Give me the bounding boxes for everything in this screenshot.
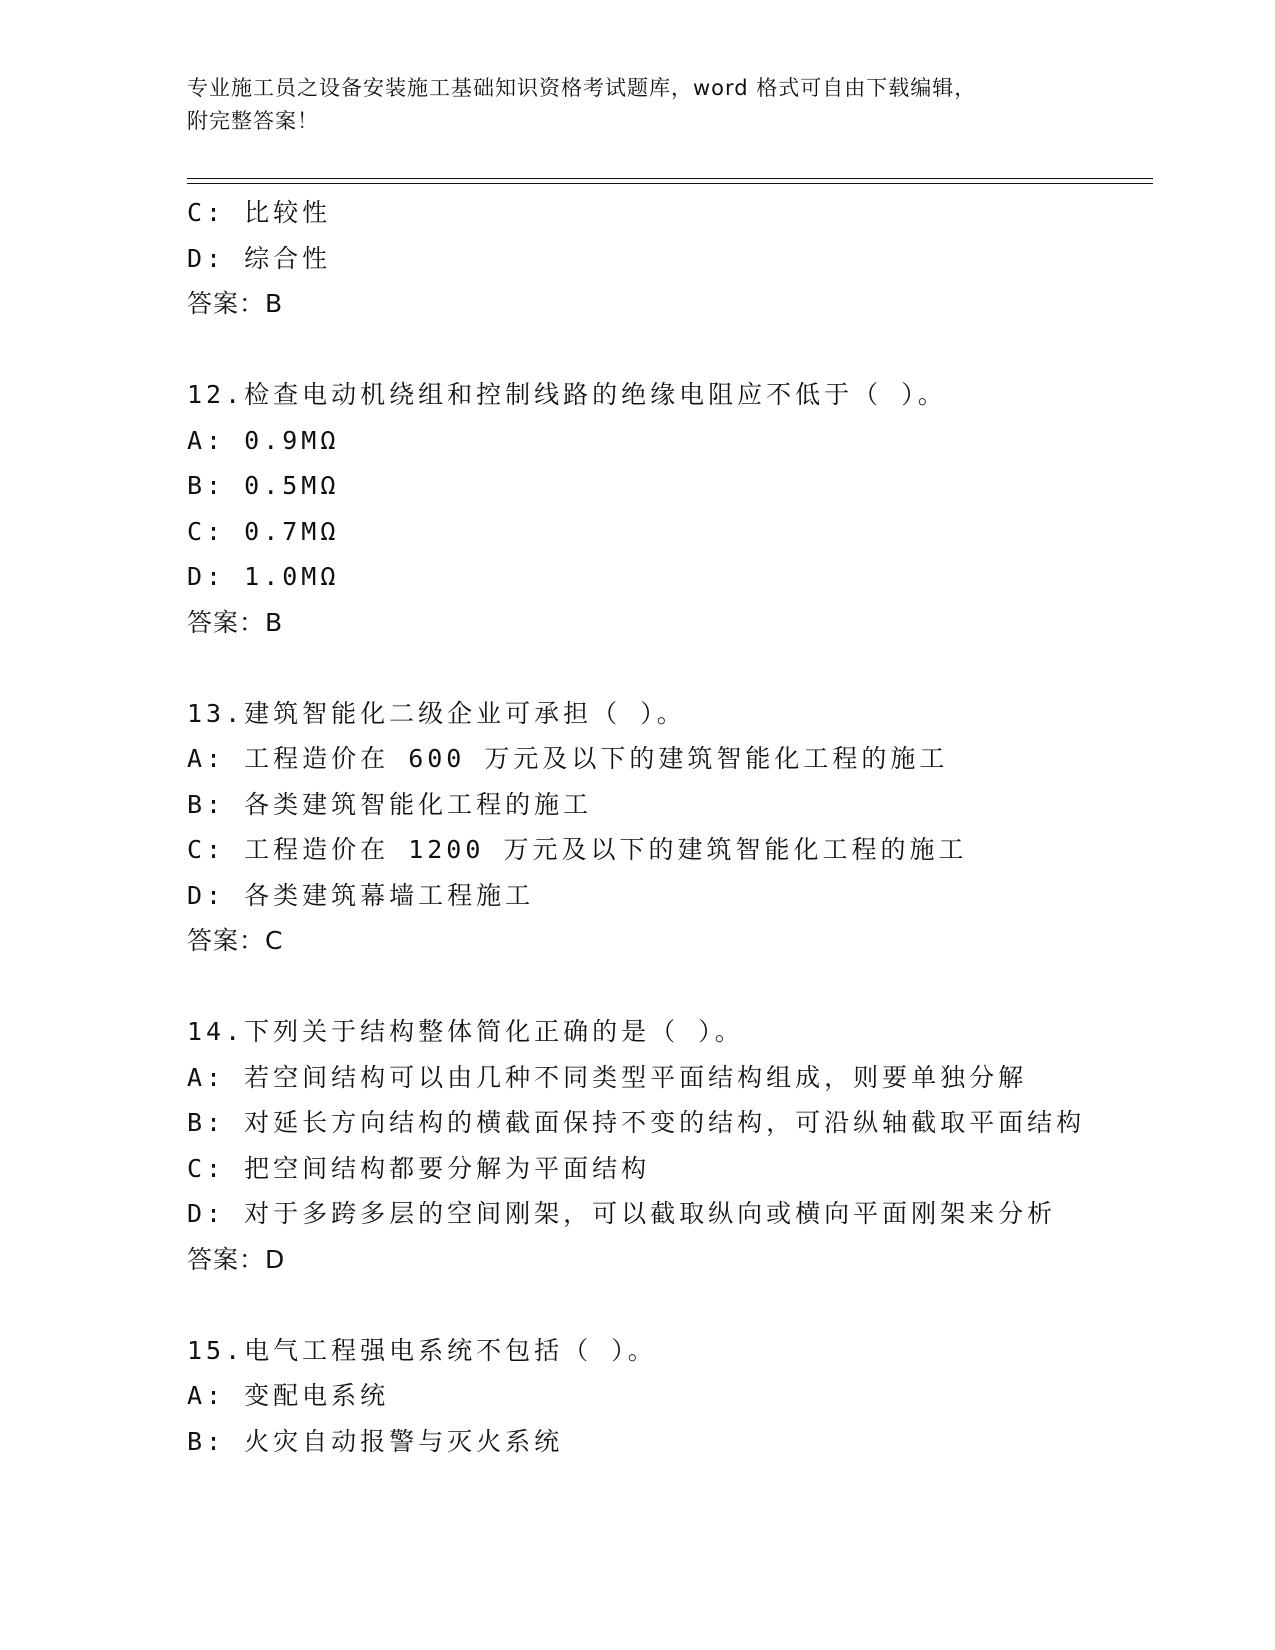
answer-line: 答案：C xyxy=(187,926,284,955)
question-12-stem: 12.检查电动机绕组和控制线路的绝缘电阻应不低于（ ）。 xyxy=(187,380,947,409)
answer-line: 答案：B xyxy=(187,607,284,637)
option-a: A: 0.9MΩ xyxy=(187,425,340,455)
option-d: D: 对于多跨多层的空间刚架，可以截取纵向或横向平面刚架来分析 xyxy=(187,1199,1057,1228)
spacer xyxy=(187,964,1147,1010)
option-d: D: 各类建筑幕墙工程施工 xyxy=(187,880,535,910)
option-d: D: 综合性 xyxy=(187,243,332,273)
spacer xyxy=(187,327,1147,373)
answer-line: 答案：D xyxy=(187,1244,286,1274)
option-c: C: 0.7MΩ xyxy=(187,516,340,546)
option-d: D: 1.0MΩ xyxy=(187,562,340,591)
option-c: C: 把空间结构都要分解为平面结构 xyxy=(187,1153,651,1183)
document-header xyxy=(187,72,1087,138)
option-a: A: 工程造价在 600 万元及以下的建筑智能化工程的施工 xyxy=(187,744,949,773)
question-15-stem: 15.电气工程强电系统不包括（ ）。 xyxy=(187,1335,657,1365)
option-c: C: 比较性 xyxy=(187,198,332,227)
option-a: A: 若空间结构可以由几种不同类型平面结构组成，则要单独分解 xyxy=(187,1062,1028,1092)
option-c: C: 工程造价在 1200 万元及以下的建筑智能化工程的施工 xyxy=(187,835,968,864)
answer-line: 答案：B xyxy=(187,289,284,318)
header-line-1: 专业施工员之设备安装施工基础知识资格考试题库，word 格式可自由下载编辑， xyxy=(187,76,977,100)
spacer xyxy=(187,1282,1147,1328)
header-divider-bottom xyxy=(187,183,1153,184)
option-a: A: 变配电系统 xyxy=(187,1381,390,1410)
option-b: B: 0.5MΩ xyxy=(187,471,340,500)
question-list xyxy=(187,190,1147,1464)
option-b: B: 对延长方向结构的横截面保持不变的结构，可沿纵轴截取平面结构 xyxy=(187,1108,1086,1137)
question-13-stem: 13.建筑智能化二级企业可承担（ ）。 xyxy=(187,698,686,728)
option-b: B: 火灾自动报警与灭火系统 xyxy=(187,1426,564,1456)
header-divider-top xyxy=(187,178,1153,179)
option-b: B: 各类建筑智能化工程的施工 xyxy=(187,789,593,819)
question-14-stem: 14.下列关于结构整体简化正确的是（ ）。 xyxy=(187,1017,744,1046)
spacer xyxy=(187,645,1147,691)
header-line-2: 附完整答案！ xyxy=(187,109,319,133)
